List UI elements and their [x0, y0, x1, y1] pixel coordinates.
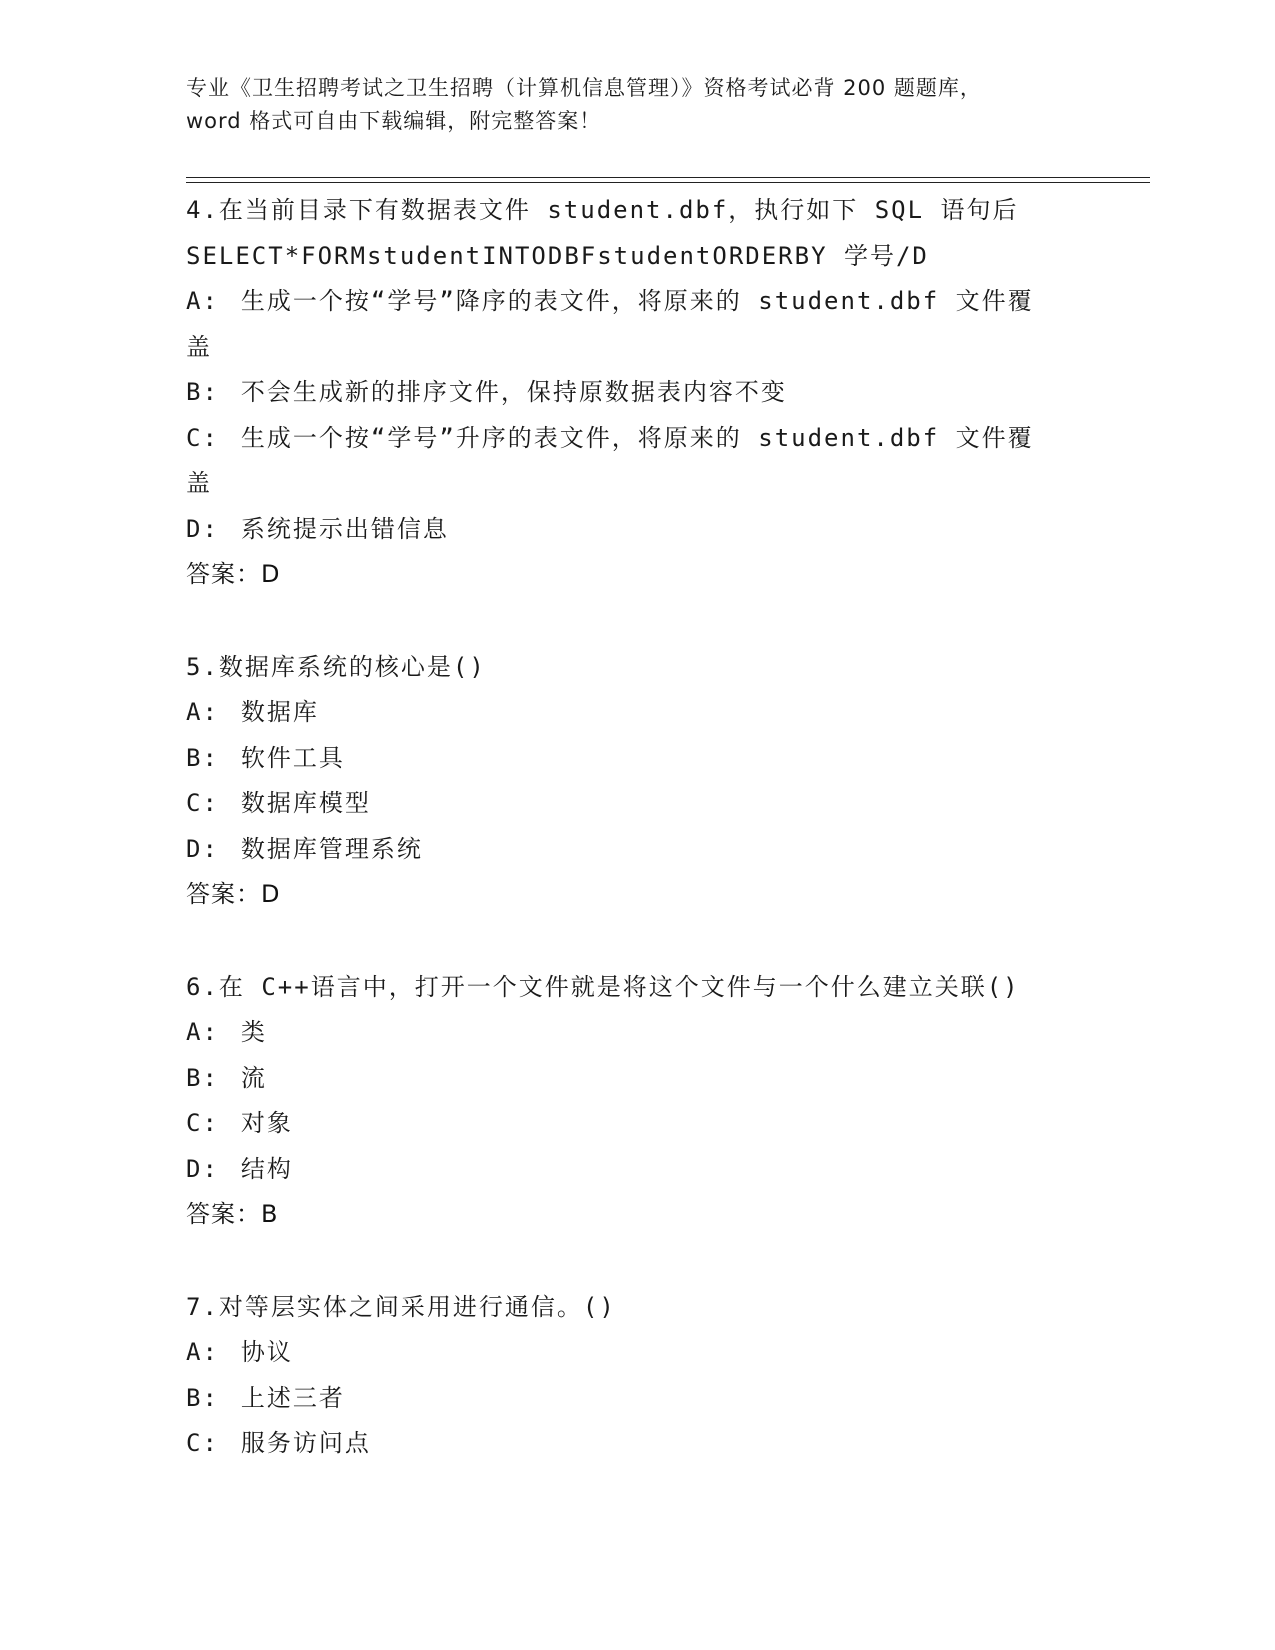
option-letter: A: — [186, 287, 219, 315]
answer: 答案：D — [186, 880, 281, 908]
option-text: 数据库管理系统 — [240, 834, 423, 863]
option-text: 生成一个按“学号”升序的表文件，将原来的 student.dbf 文件覆 — [240, 423, 1034, 452]
option-letter: D: — [186, 834, 219, 863]
option-text: 对象 — [240, 1109, 293, 1137]
option-a — [186, 1010, 1086, 1056]
option-text: 结构 — [240, 1154, 293, 1183]
option-b — [186, 1376, 1086, 1422]
question-stem: 5.数据库系统的核心是() — [186, 652, 486, 681]
option-text: 盖 — [186, 332, 212, 361]
header-divider-top — [186, 177, 1150, 178]
document-header — [186, 72, 1086, 138]
option-letter: A: — [186, 1018, 219, 1046]
option-a — [186, 325, 1086, 371]
answer: 答案：B — [186, 1200, 279, 1228]
option-c — [186, 416, 1086, 462]
option-letter: B: — [186, 1383, 219, 1412]
option-text: 数据库 — [240, 698, 319, 726]
question-list — [186, 188, 1086, 1514]
option-b — [186, 370, 1086, 416]
question-2 — [186, 645, 1086, 918]
option-letter: C: — [186, 1429, 219, 1457]
option-b — [186, 736, 1086, 782]
question-1 — [186, 188, 1086, 598]
header-line-1: 专业《卫生招聘考试之卫生招聘（计算机信息管理）》资格考试必背 200 题题库， — [186, 76, 982, 100]
option-letter: D: — [186, 514, 219, 543]
option-letter: C: — [186, 423, 219, 452]
option-text: 不会生成新的排序文件，保持原数据表内容不变 — [240, 378, 787, 406]
option-letter: A: — [186, 1338, 219, 1366]
option-letter: A: — [186, 698, 219, 726]
option-text: 生成一个按“学号”降序的表文件，将原来的 student.dbf 文件覆 — [240, 287, 1034, 315]
option-b — [186, 1056, 1086, 1102]
answer: 答案：D — [186, 560, 281, 588]
question-4 — [186, 1285, 1086, 1467]
option-c — [186, 461, 1086, 507]
option-text: 服务访问点 — [240, 1429, 371, 1457]
option-d — [186, 1147, 1086, 1193]
option-letter: B: — [186, 378, 219, 406]
option-a — [186, 690, 1086, 736]
option-a — [186, 1330, 1086, 1376]
option-d — [186, 507, 1086, 553]
option-text: 上述三者 — [240, 1383, 345, 1412]
option-text: 协议 — [240, 1338, 293, 1366]
option-text: 盖 — [186, 469, 212, 497]
option-letter: C: — [186, 789, 219, 817]
option-c — [186, 1101, 1086, 1147]
question-stem: 4.在当前目录下有数据表文件 student.dbf，执行如下 SQL 语句后 — [186, 196, 1019, 224]
question-stem: SELECT*FORMstudentINTODBFstudentORDERBY 学号/D — [186, 241, 929, 270]
option-letter: D: — [186, 1154, 219, 1183]
question-stem: 7.对等层实体之间采用进行通信。() — [186, 1292, 616, 1321]
option-text: 类 — [240, 1018, 267, 1046]
question-stem: 6.在 C++语言中，打开一个文件就是将这个文件与一个什么建立关联() — [186, 972, 1020, 1001]
option-text: 系统提示出错信息 — [240, 514, 449, 543]
option-d — [186, 827, 1086, 873]
option-a — [186, 279, 1086, 325]
header-divider-bottom — [186, 182, 1150, 183]
header-line-2: word 格式可自由下载编辑，附完整答案！ — [186, 109, 602, 133]
option-letter: C: — [186, 1109, 219, 1137]
question-3 — [186, 965, 1086, 1238]
option-text: 流 — [240, 1063, 267, 1092]
option-c — [186, 781, 1086, 827]
option-c — [186, 1421, 1086, 1467]
option-letter: B: — [186, 743, 219, 772]
option-text: 数据库模型 — [240, 789, 371, 817]
option-letter: B: — [186, 1063, 219, 1092]
option-text: 软件工具 — [240, 743, 345, 772]
